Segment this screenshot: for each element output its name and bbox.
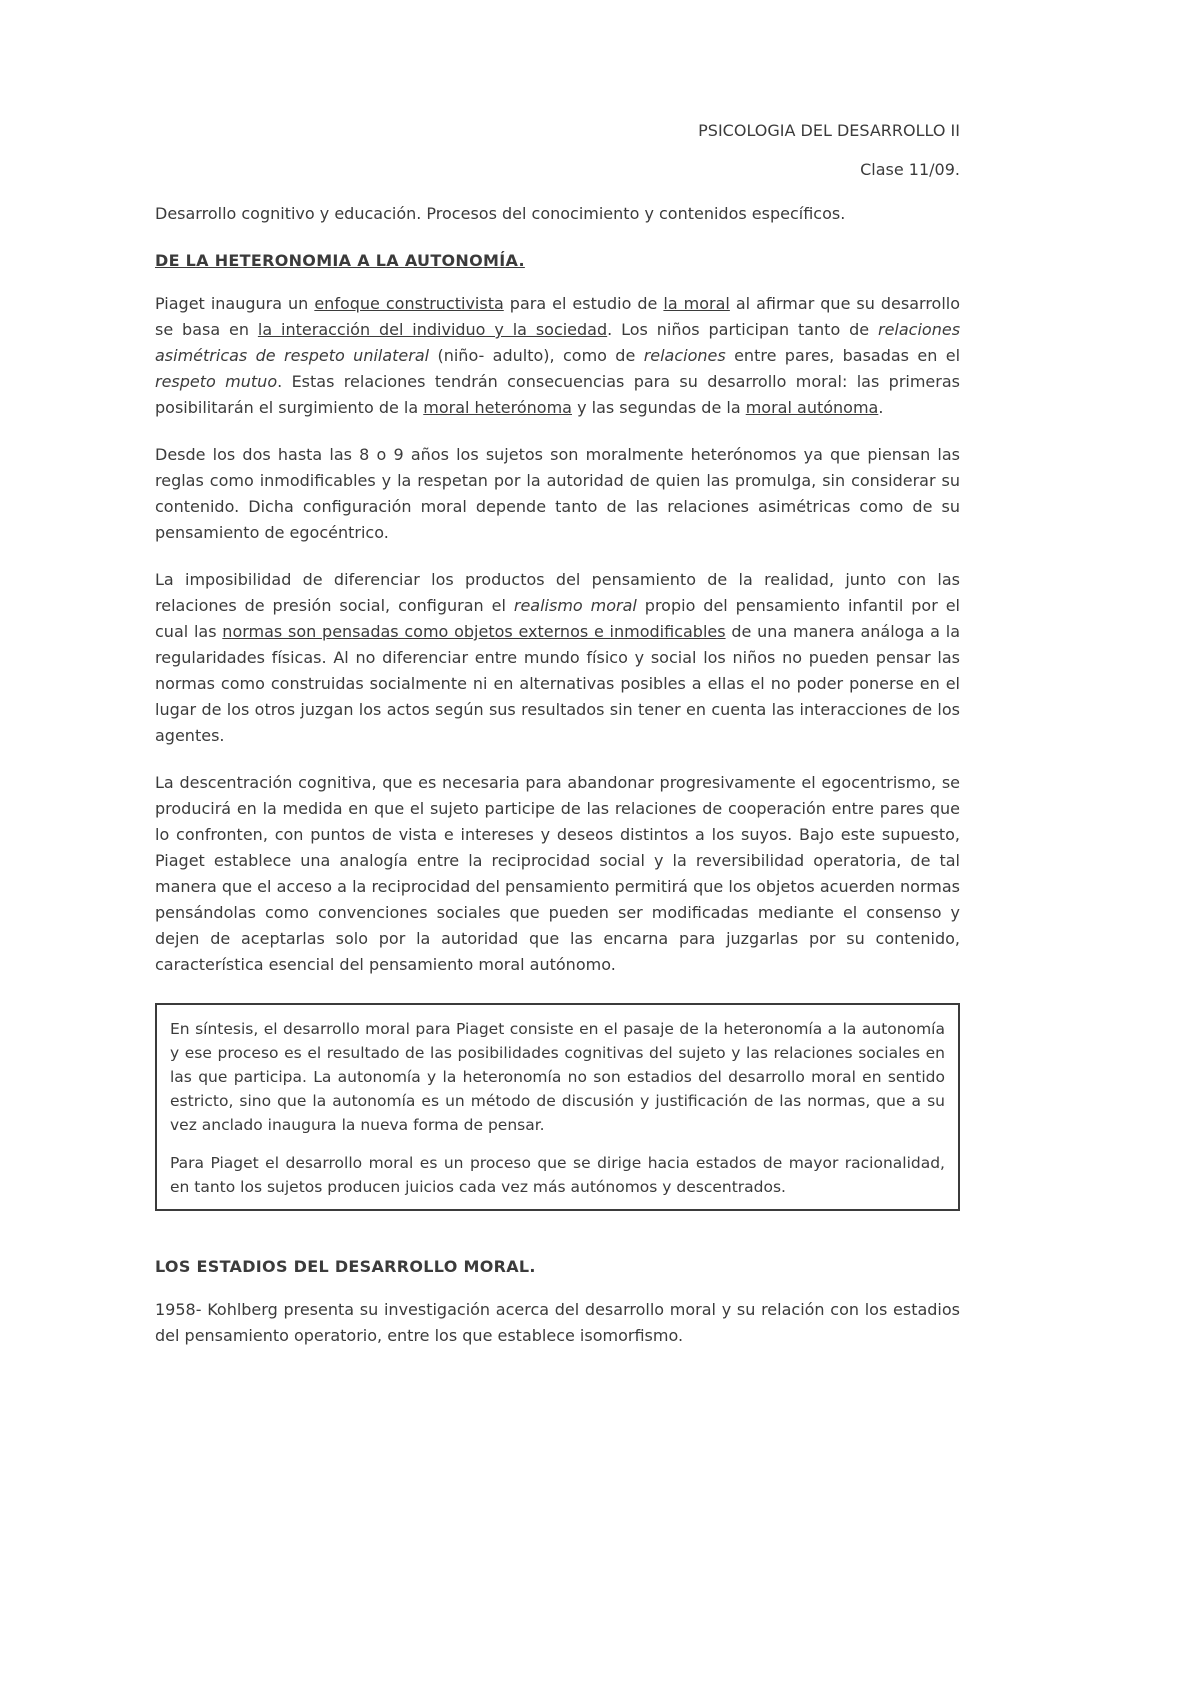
class-date: Clase 11/09. (860, 160, 960, 179)
section-heading-estadios: LOS ESTADIOS DEL DESARROLLO MORAL. (155, 1257, 536, 1276)
course-title: PSICOLOGIA DEL DESARROLLO II (698, 121, 960, 140)
paragraph-descentracion-cognitiva: La descentración cognitiva, que es necesaria para abandonar progresivamente el egocentrismo, se producirá en la medida en que el sujeto participe de las relaciones de cooperación entre pares que lo confronten, con puntos de vista e intereses y deseos distintos a los suyos. Bajo este supuesto, Piaget establece una analogía entre la reciprocidad social y la reversibilidad operatoria, de tal manera que el acceso a la reciprocidad del pensamiento permitirá que los objetos acuerden normas pensándolas como convenciones sociales que pueden ser modificadas mediante el consenso y dejen de aceptarlas solo por la autoridad que las encarna para juzgarlas por su contenido, característica esencial del pensamiento moral autónomo. (155, 773, 960, 974)
paragraph-realismo-moral: La imposibilidad de diferenciar los productos del pensamiento de la realidad, junto con las relaciones de presión social, configuran el realismo moral propio del pensamiento infantil por el cual las normas son pensadas como objetos externos e inmodificables de una manera análoga a la regularidades físicas. Al no diferenciar entre mundo físico y social los niños no pueden pensar las normas como construidas socialmente ni en alternativas posibles a ellas el no poder ponerse en el lugar de los otros juzgan los actos según sus resultados sin tener en cuenta las interacciones de los agentes. (155, 570, 961, 745)
summary-box (155, 1003, 960, 1211)
summary-paragraph-sintesis: En síntesis, el desarrollo moral para Piaget consiste en el pasaje de la heteronomía a la autonomía y ese proceso es el resultado de las posibilidades cognitivas del sujeto y las relaciones sociales en las que participa. La autonomía y la heteronomía no son estadios del desarrollo moral en sentido estricto, sino que la autonomía es un método de discusión y justificación de las normas, que a su vez anclado inaugura la nueva forma de pensar. (170, 1020, 945, 1134)
section-heading-heteronomia: DE LA HETERONOMIA A LA AUTONOMÍA. (155, 251, 525, 270)
summary-paragraph-proceso: Para Piaget el desarrollo moral es un proceso que se dirige hacia estados de mayor racionalidad, en tanto los sujetos producen juicios cada vez más autónomos y descentrados. (170, 1154, 945, 1196)
paragraph-heteronomia-edades: Desde los dos hasta las 8 o 9 años los sujetos son moralmente heterónomos ya que piensan las reglas como inmodificables y la respetan por la autoridad de quien las promulga, sin considerar su contenido. Dicha configuración moral depende tanto de las relaciones asimétricas como de su pensamiento de egocéntrico. (155, 445, 960, 542)
intro-text: Desarrollo cognitivo y educación. Procesos del conocimiento y contenidos específicos. (155, 204, 846, 223)
document-header (155, 121, 960, 180)
paragraph-piaget-constructivismo: Piaget inaugura un enfoque constructivista para el estudio de la moral al afirmar que su desarrollo se basa en la interacción del individuo y la sociedad. Los niños participan tanto de relaciones asimétricas de respeto unilateral (niño- adulto), como de relaciones entre pares, basadas en el respeto mutuo. Estas relaciones tendrán consecuencias para su desarrollo moral: las primeras posibilitarán el surgimiento de la moral heterónoma y las segundas de la moral autónoma. (155, 294, 961, 417)
paragraph-kohlberg-1958: 1958- Kohlberg presenta su investigación acerca del desarrollo moral y su relación con los estadios del pensamiento operatorio, entre los que establece isomorfismo. (155, 1300, 960, 1345)
